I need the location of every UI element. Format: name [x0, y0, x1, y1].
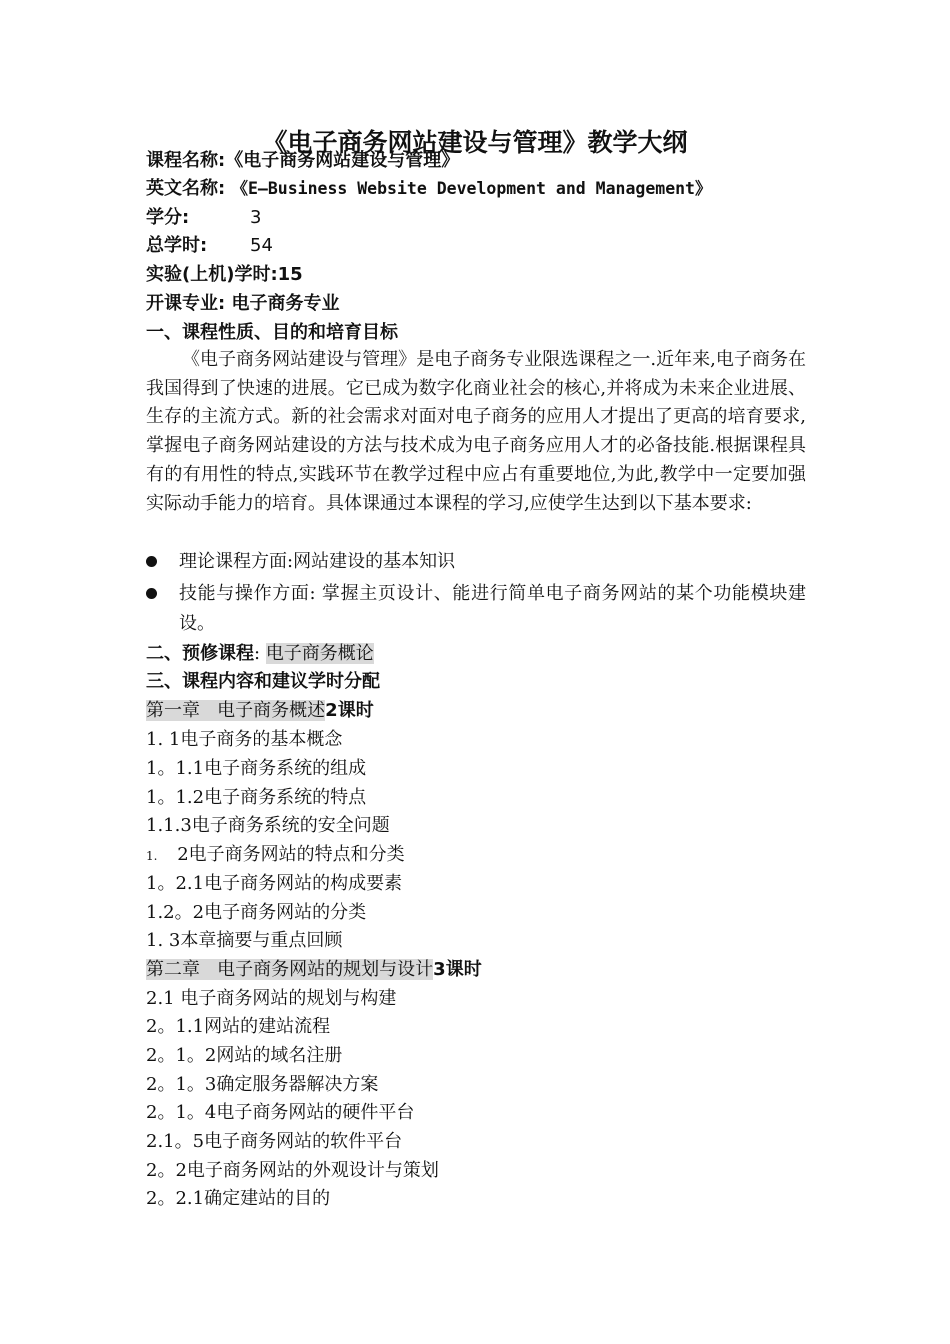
chapter2-heading	[146, 959, 482, 981]
credits-value: 3	[250, 207, 262, 228]
outline-item: 1. 3本章摘要与重点回顾	[146, 930, 343, 951]
outline-item-row	[146, 844, 405, 867]
english-name-row	[146, 178, 712, 200]
outline-item: 2.1。5电子商务网站的软件平台	[146, 1131, 403, 1152]
section1-paragraph: 《电子商务网站建设与管理》是电子商务专业限选课程之一.近年来,电子商务在我国得到了快速的进展。它已成为数字化商业社会的核心,并将成为未来企业进展、生存的主流方式。新的社会需求对面对电子商务的应用人才提出了更高的培育要求,掌握电子商务网站建设的方法与技术成为电子商务应用人才的必备技能.根据课程具有的有用性的特点,实践环节在教学过程中应占有重要地位,为此,教学中一定要加强实际动手能力的培育。具体课通过本课程的学习,应使学生达到以下基本要求:	[146, 349, 806, 514]
course-name-row	[146, 150, 459, 172]
outline-item: 2电子商务网站的特点和分类	[177, 844, 405, 865]
outline-item: 2。2.1确定建站的目的	[146, 1188, 331, 1209]
outline-item: 1。2.1电子商务网站的构成要素	[146, 873, 403, 894]
major: 开课专业: 电子商务专业	[146, 293, 340, 314]
outline-item: 1.2。2电子商务网站的分类	[146, 902, 367, 923]
outline-item: 2。1。2网站的域名注册	[146, 1045, 343, 1066]
bullet-dot-icon	[146, 547, 158, 577]
total-hours-value: 54	[250, 235, 273, 256]
outline-item: 2。1。3确定服务器解决方案	[146, 1074, 379, 1095]
outline-item: 1。1.2电子商务系统的特点	[146, 787, 367, 808]
section2-heading: 二、预修课程	[146, 643, 254, 664]
document-title: 《电子商务网站建设与管理》教学大纲	[262, 128, 688, 157]
section2-colon: :	[254, 643, 261, 664]
chapter1-hours: 2课时	[325, 700, 374, 721]
section1-heading: 一、课程性质、目的和培育目标	[146, 322, 398, 343]
prerequisite-course: 电子商务概论	[265, 643, 374, 664]
outline-small-number: 1.	[146, 849, 158, 863]
lab-hours: 实验(上机)学时:15	[146, 264, 303, 285]
outline-item: 2.1 电子商务网站的规划与构建	[146, 988, 397, 1009]
outline-item: 1.1.3电子商务系统的安全问题	[146, 815, 390, 836]
chapter2-hours: 3课时	[433, 959, 482, 980]
outline-item: 2。1。4电子商务网站的硬件平台	[146, 1102, 415, 1123]
bullet-text: 理论课程方面:网站建设的基本知识	[179, 551, 456, 572]
outline-item: 1。1.1电子商务系统的组成	[146, 758, 367, 779]
english-name-label: 英文名称:	[146, 178, 232, 199]
chapter1-title: 第一章 电子商务概述	[146, 700, 326, 721]
bullet-text: 技能与操作方面: 掌握主页设计、能进行简单电子商务网站的某个功能模块建设。	[179, 583, 806, 634]
bullet-item	[146, 579, 806, 639]
chapter1-heading	[146, 700, 374, 722]
credits-row	[146, 207, 262, 229]
total-hours-label: 总学时:	[146, 235, 208, 256]
chapter2-title: 第二章 电子商务网站的规划与设计	[146, 959, 434, 980]
credits-label: 学分:	[146, 207, 190, 228]
bullet-dot-icon	[146, 579, 158, 609]
total-hours-row	[146, 235, 273, 257]
course-name-value: 《电子商务网站建设与管理》	[225, 150, 460, 171]
section2-row	[146, 643, 374, 665]
outline-item: 2。2电子商务网站的外观设计与策划	[146, 1160, 439, 1181]
section3-heading: 三、课程内容和建议学时分配	[146, 671, 380, 692]
english-name-value: 《E—Business Website Development and Management》	[231, 179, 712, 198]
course-name-label: 课程名称:	[146, 150, 226, 171]
outline-item: 2。1.1网站的建站流程	[146, 1016, 331, 1037]
outline-item: 1. 1电子商务的基本概念	[146, 729, 343, 750]
bullet-item	[146, 547, 806, 577]
